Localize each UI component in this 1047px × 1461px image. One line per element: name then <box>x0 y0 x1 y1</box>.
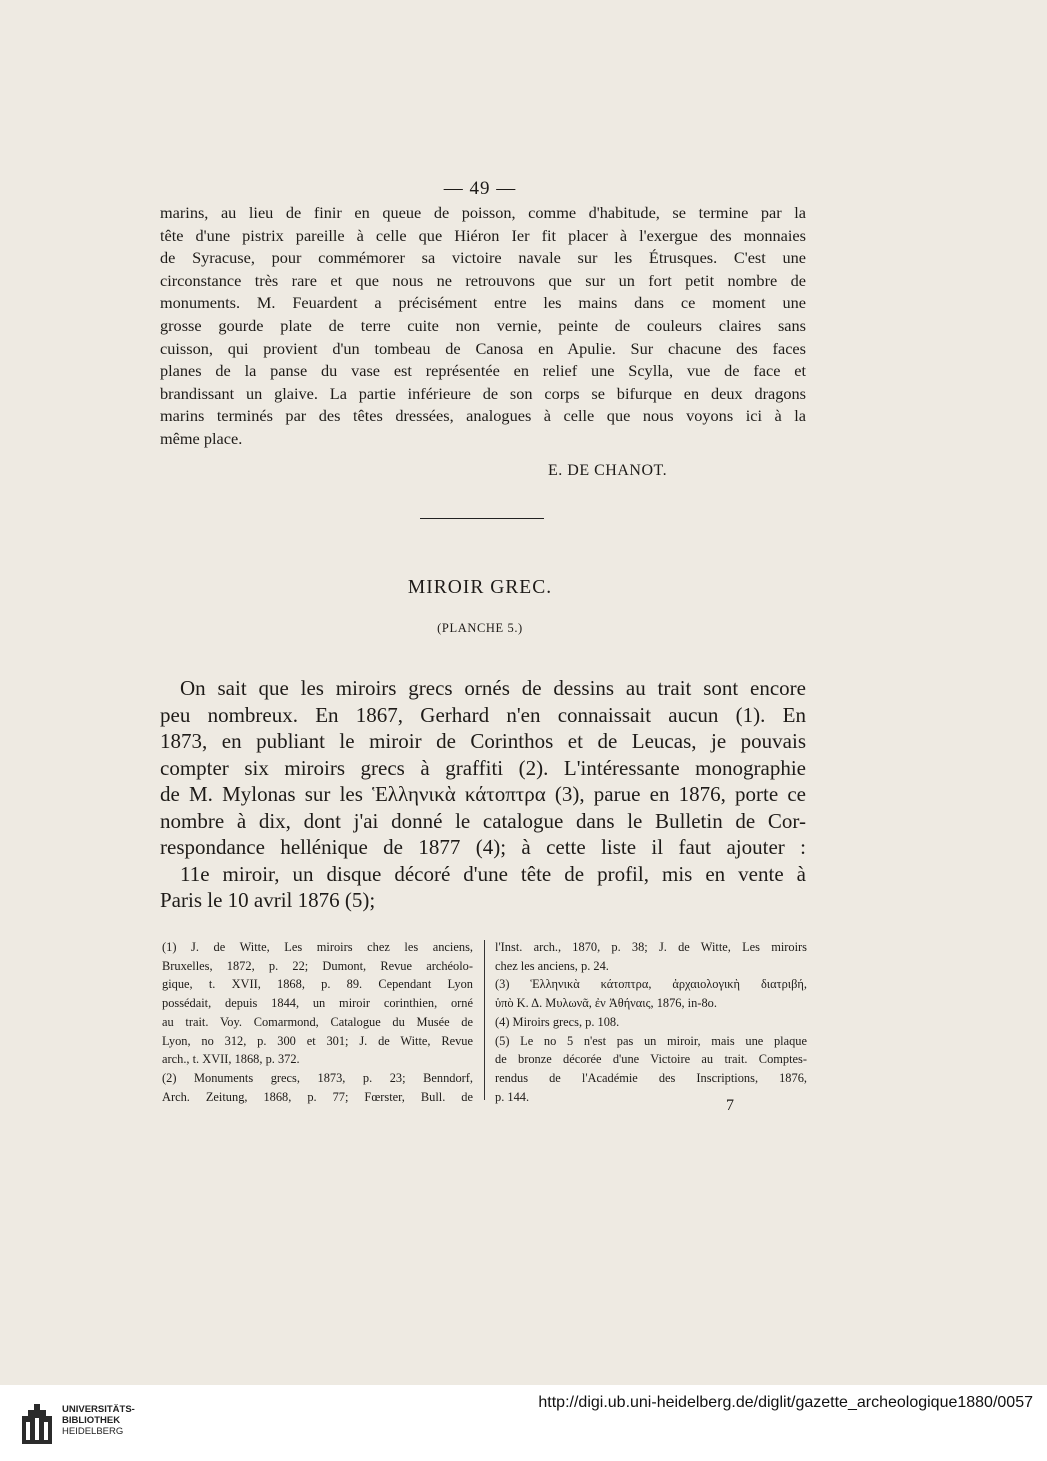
footnotes-left-column <box>162 938 473 1106</box>
text-line: respondance hellénique de 1877 (4); à cette liste il faut ajouter : <box>160 835 806 859</box>
footnote-line: (4) Miroirs grecs, p. 108. <box>495 1014 620 1029</box>
source-url-link[interactable]: http://digi.ub.uni-heidelberg.de/diglit/gazette_archeologique1880/0057 <box>538 1394 1033 1411</box>
printer-signature-mark: 7 <box>726 1097 734 1114</box>
footnote-line: (1) J. de Witte, Les miroirs chez les anciens, <box>162 940 473 954</box>
footnote-line: l'Inst. arch., 1870, p. 38; J. de Witte, Les miroirs <box>495 940 807 954</box>
footnote-column-divider <box>484 940 485 1100</box>
text-line: circonstance très rare et que nous ne retrouvons que sur un fort petit nombre de <box>160 270 806 290</box>
footnote-line: arch., t. XVII, 1868, p. 372. <box>162 1052 300 1067</box>
text-line: marins, au lieu de finir en queue de poisson, comme d'habitude, se termine par la <box>160 203 806 222</box>
text-line: de M. Mylonas sur les Ἑλληνικὰ κάτοπτρα (3), parue en 1876, porte ce <box>160 782 806 806</box>
page-number: — 49 — <box>443 178 517 199</box>
article-subtitle: (PLANCHE 5.) <box>437 621 523 635</box>
library-name-line: BIBLIOTHEK <box>62 1415 121 1426</box>
text-line: de Syracuse, pour commémorer sa victoire navale sur les Étrusques. C'est une <box>160 248 806 268</box>
footnotes-right-column <box>495 938 807 1106</box>
text-line: compter six miroirs grecs à graffiti (2). L'intéressante monographie <box>160 755 806 780</box>
author-signature: E. DE CHANOT. <box>548 462 668 479</box>
footnote-line: (3) Ἑλληνικὰ κάτοπτρα, ἀρχαιολογικὴ διατριβή, <box>495 977 807 992</box>
section-divider <box>420 518 544 519</box>
article-title: MIROIR GREC. <box>407 577 553 598</box>
footnote-line: chez les anciens, p. 24. <box>495 958 609 973</box>
footnote-line: ὑπὸ Κ. Δ. Μυλωνᾶ, ἐν Ἀθήναις, 1876, in-8o. <box>495 996 717 1011</box>
library-name <box>62 1404 135 1437</box>
library-name-line: HEIDELBERG <box>62 1426 124 1437</box>
footnote-line: de bronze décorée d'une Victoire au trait. Comptes- <box>495 1052 807 1067</box>
paragraph-chanot <box>160 202 806 451</box>
footnote-line: Arch. Zeitung, 1868, p. 77; Fœrster, Bull. de <box>162 1089 473 1104</box>
library-name-line: UNIVERSITÄTS- <box>62 1404 135 1415</box>
footnote-line: (2) Monuments grecs, 1873, p. 23; Benndorf, <box>162 1070 473 1085</box>
text-line: planes de la panse du vase est représentée en relief une Scylla, vue de face et <box>160 361 806 381</box>
text-line: tête d'une pistrix pareille à celle que Hiéron Ier fit placer à l'exergue des monnaies <box>160 225 806 245</box>
footnote-line: (5) Le no 5 n'est pas un miroir, mais une plaque <box>495 1033 807 1048</box>
paragraph-miroir <box>160 675 806 914</box>
text-line: 1873, en publiant le miroir de Corinthos et de Leucas, je pouvais <box>160 729 806 753</box>
footnote-line: gique, t. XVII, 1868, p. 89. Cependant Lyon <box>162 977 473 992</box>
text-line: marins terminés par des têtes dressées, analogues à celle que nous voyons ici à la <box>160 406 806 426</box>
footnote-line: Bruxelles, 1872, p. 22; Dumont, Revue archéolo- <box>162 958 473 973</box>
footnote-line: au trait. Voy. Comarmond, Catalogue du Musée de <box>162 1014 473 1029</box>
text-line: Paris le 10 avril 1876 (5); <box>160 888 376 912</box>
text-line: nombre à dix, dont j'ai donné le catalogue dans le Bulletin de Cor- <box>160 808 806 833</box>
text-line: monuments. M. Feuardent a précisément entre les mains dans ce moment une <box>160 293 806 313</box>
text-line: 11e miroir, un disque décoré d'une tête de profil, mis en vente à <box>180 861 806 886</box>
text-line: peu nombreux. En 1867, Gerhard n'en connaissait aucun (1). En <box>160 702 806 727</box>
footnote-line: p. 144. <box>495 1089 530 1104</box>
footnote-line: Lyon, no 312, p. 300 et 301; J. de Witte, Revue <box>162 1033 473 1048</box>
text-line: On sait que les miroirs grecs ornés de dessins au trait sont encore <box>180 676 806 700</box>
footnote-line: possédait, depuis 1844, un miroir corinthien, orné <box>162 996 473 1011</box>
text-line: grosse gourde plate de terre cuite non vernie, peinte de couleurs claires sans <box>160 315 806 335</box>
footnote-line: rendus de l'Académie des Inscriptions, 1876, <box>495 1070 807 1085</box>
text-line: brandissant un glaive. La partie inférieure de son corps se bifurque en deux dragons <box>160 383 806 403</box>
text-line: cuisson, qui provient d'un tombeau de Canosa en Apulie. Sur chacune des faces <box>160 338 806 358</box>
text-line: même place. <box>160 428 243 448</box>
